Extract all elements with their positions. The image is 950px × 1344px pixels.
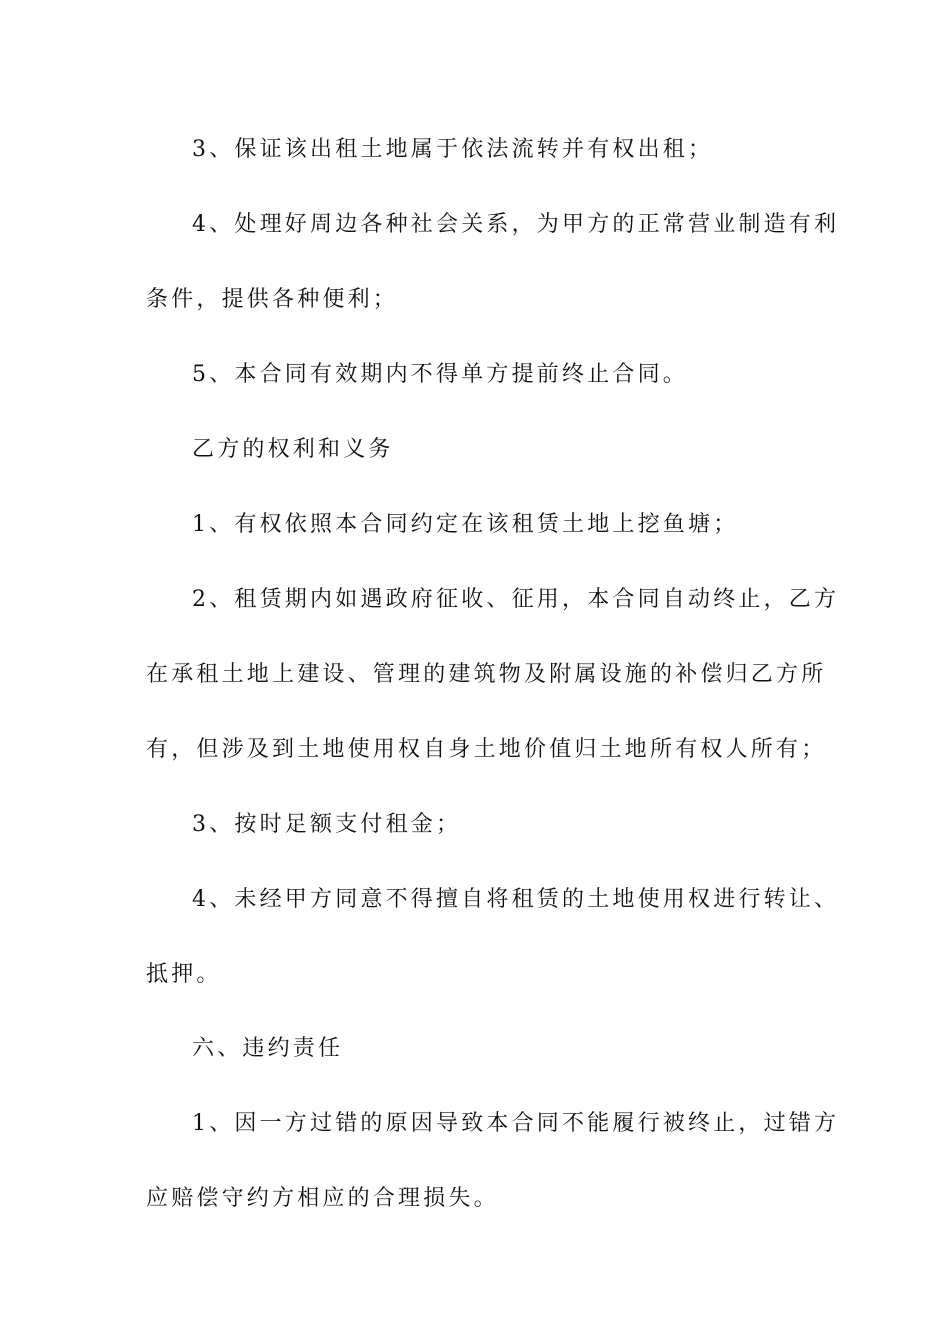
text-line: 5、本合同有效期内不得单方提前终止合同。 <box>192 362 688 387</box>
text-line: 抵押。 <box>146 962 222 987</box>
text-line: 在承租土地上建设、管理的建筑物及附属设施的补偿归乙方所 <box>146 662 827 687</box>
text-line: 4、处理好周边各种社会关系，为甲方的正常营业制造有利 <box>192 212 840 237</box>
text-line: 3、保证该出租土地属于依法流转并有权出租； <box>192 137 714 162</box>
text-line: 1、有权依照本合同约定在该租赁土地上挖鱼塘； <box>192 512 739 537</box>
text-line: 2、租赁期内如遇政府征收、征用，本合同自动终止，乙方 <box>192 587 840 612</box>
text-line: 3、按时足额支付租金； <box>192 812 462 837</box>
text-line: 条件，提供各种便利； <box>146 287 399 312</box>
section-heading: 乙方的权利和义务 <box>192 437 394 462</box>
text-line: 4、未经甲方同意不得擅自将租赁的土地使用权进行转让、 <box>192 887 840 912</box>
text-line: 1、因一方过错的原因导致本合同不能履行被终止，过错方 <box>192 1111 840 1136</box>
text-line: 应赔偿守约方相应的合理损失。 <box>146 1186 499 1211</box>
text-line: 有，但涉及到土地使用权自身土地价值归土地所有权人所有； <box>146 737 827 762</box>
section-heading: 六、违约责任 <box>192 1036 344 1061</box>
